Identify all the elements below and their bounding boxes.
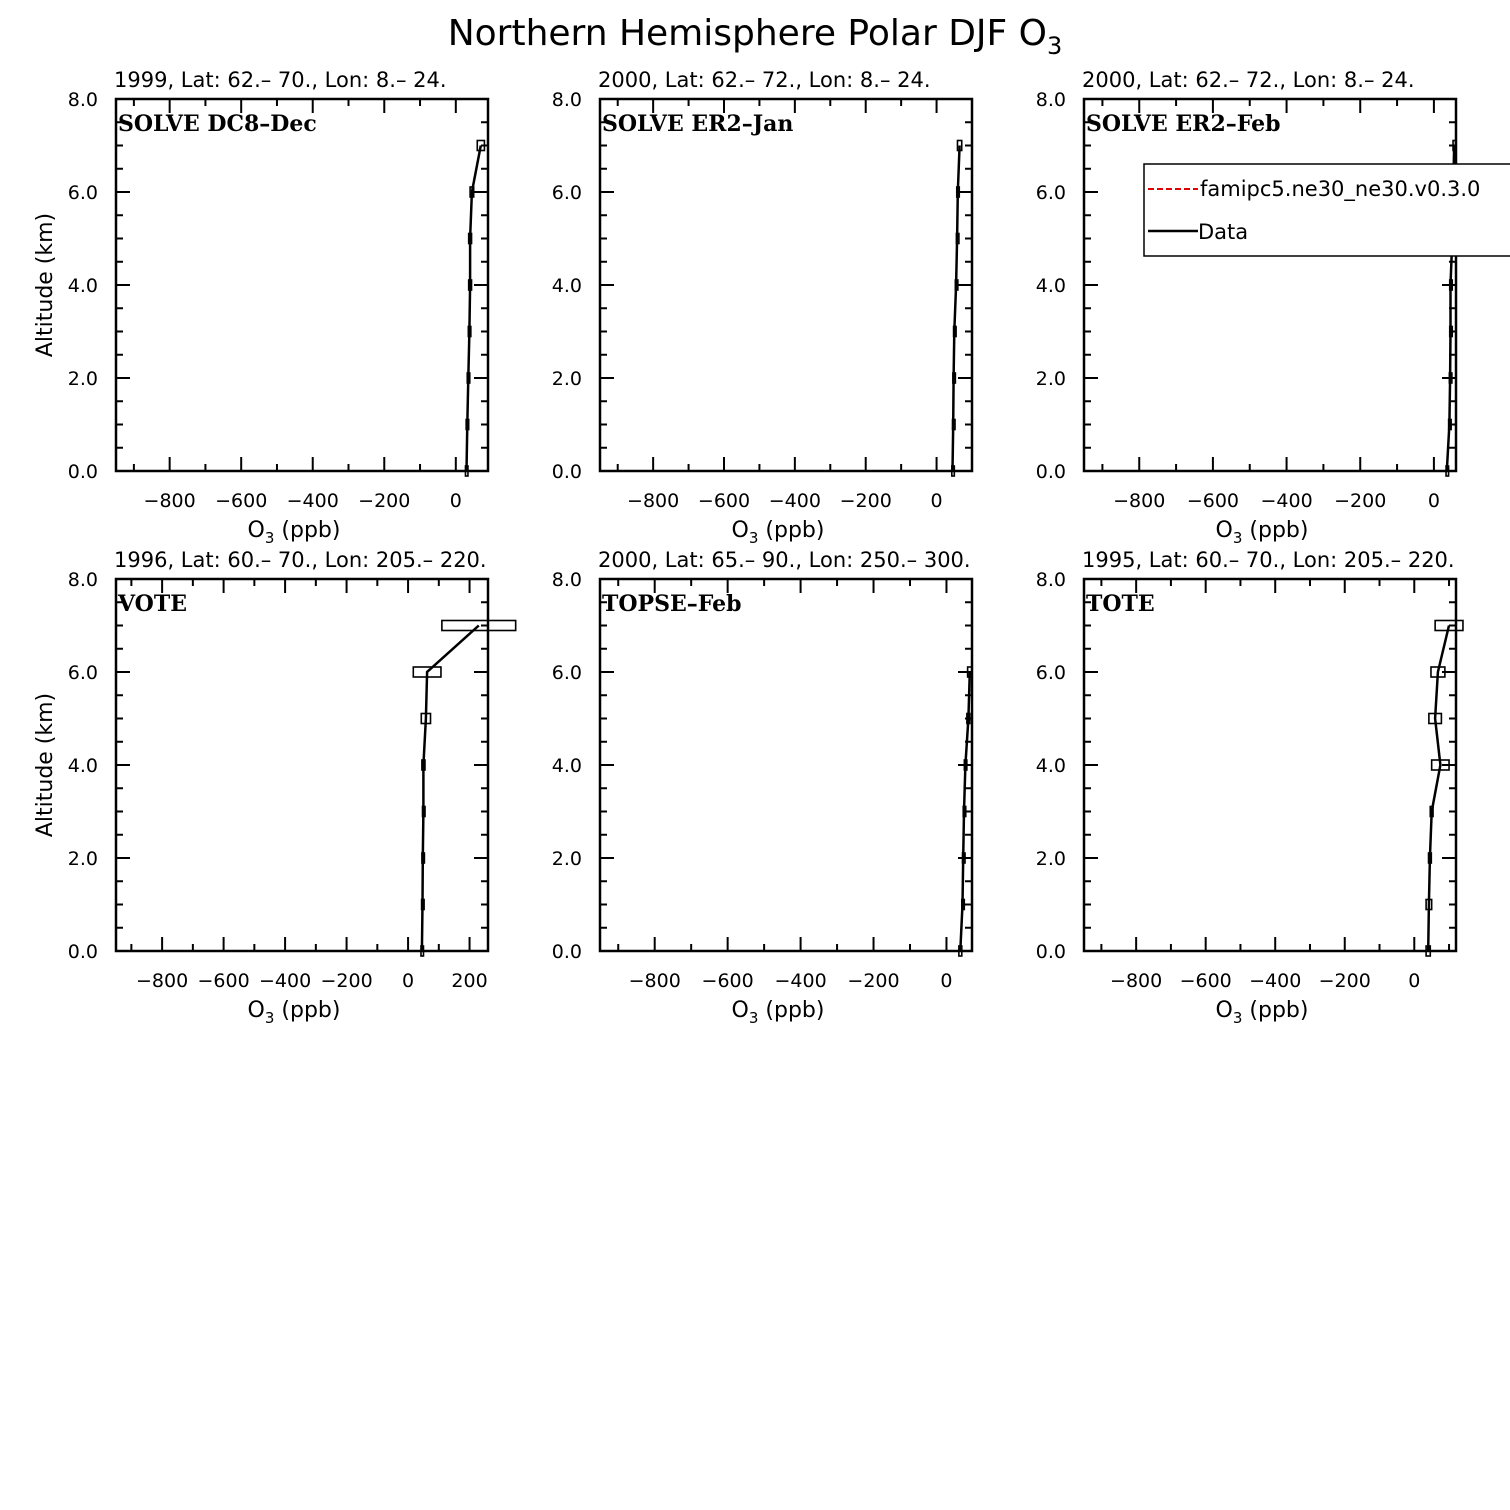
y-tick-label: 4.0 [551, 755, 582, 777]
y-tick-label: 8.0 [67, 89, 98, 111]
data-series-line [422, 626, 479, 952]
x-tick-label: −600 [1179, 970, 1232, 992]
x-tick-label: −600 [215, 490, 268, 512]
x-tick-label: 0 [940, 970, 953, 992]
y-tick-label: 2.0 [1035, 848, 1066, 870]
panel-4 [33, 548, 516, 1027]
panel-3 [1036, 68, 1456, 547]
x-axis-label: $O_3$ (ppb) [731, 518, 825, 547]
x-axis-label: $O_3$ (ppb) [1215, 518, 1309, 547]
y-tick-label: 6.0 [551, 182, 582, 204]
x-tick-label: −200 [847, 970, 900, 992]
x-tick-label: 0 [1427, 490, 1440, 512]
x-axis-label: $O_3$ (ppb) [247, 518, 341, 547]
y-tick-label: 8.0 [1035, 569, 1066, 591]
x-tick-label: 0 [1408, 970, 1421, 992]
x-tick-label: 0 [449, 490, 462, 512]
plot-frame [116, 99, 488, 471]
y-tick-label: 2.0 [67, 848, 98, 870]
y-axis-label: Altitude (km) [33, 212, 58, 358]
x-tick-label: −800 [627, 490, 680, 512]
x-tick-label: −800 [136, 970, 189, 992]
plot-frame [600, 579, 972, 951]
x-tick-label: 0 [930, 490, 943, 512]
x-tick-label: −400 [286, 490, 339, 512]
y-tick-label: 2.0 [551, 368, 582, 390]
y-tick-label: 6.0 [1035, 182, 1066, 204]
panel-annotation: TOTE [1086, 591, 1155, 617]
plot-frame [1084, 99, 1456, 471]
x-tick-label: −600 [1186, 490, 1240, 512]
x-tick-label: −400 [1249, 970, 1302, 992]
x-tick-label: −200 [358, 490, 411, 512]
panel-1 [33, 68, 488, 547]
x-axis-label: $O_3$ (ppb) [1215, 998, 1309, 1027]
x-axis-label: $O_3$ (ppb) [731, 998, 825, 1027]
y-tick-label: 0.0 [1035, 461, 1066, 483]
y-tick-label: 2.0 [67, 368, 98, 390]
x-tick-label: −200 [839, 490, 892, 512]
plot-frame [600, 99, 972, 471]
x-tick-label: −200 [1334, 490, 1387, 512]
panel-title: 1996, Lat: 60.– 70., Lon: 205.– 220. [114, 548, 487, 572]
y-tick-label: 4.0 [1035, 755, 1066, 777]
legend-model-label: famipc5.ne30_ne30.v0.3.0 [1200, 177, 1481, 201]
x-tick-label: −600 [197, 970, 250, 992]
x-tick-label: 200 [451, 970, 488, 992]
x-tick-label: 0 [402, 970, 415, 992]
x-tick-label: −400 [768, 490, 821, 512]
panel-annotation: VOTE [118, 591, 187, 617]
x-tick-label: −400 [774, 970, 827, 992]
y-tick-label: 6.0 [67, 182, 98, 204]
panel-6 [1036, 548, 1463, 1027]
x-tick-label: −200 [1318, 970, 1371, 992]
y-tick-label: 4.0 [67, 275, 98, 297]
y-tick-label: 2.0 [551, 848, 582, 870]
x-axis-label: $O_3$ (ppb) [247, 998, 341, 1027]
x-tick-label: −400 [1260, 490, 1313, 512]
y-tick-label: 8.0 [551, 89, 582, 111]
y-tick-label: 6.0 [67, 662, 98, 684]
y-tick-label: 0.0 [551, 941, 582, 963]
y-tick-label: 2.0 [1035, 368, 1066, 390]
y-tick-label: 6.0 [551, 662, 582, 684]
x-tick-label: −800 [1110, 970, 1163, 992]
x-tick-label: −400 [258, 970, 312, 992]
x-tick-label: −800 [143, 490, 196, 512]
panel-annotation: SOLVE ER2–Feb [1086, 111, 1281, 137]
plot-frame [1084, 579, 1456, 951]
panel-title: 2000, Lat: 62.– 72., Lon: 8.– 24. [598, 68, 931, 92]
panel-annotation: TOPSE–Feb [602, 591, 742, 617]
x-tick-label: −600 [697, 490, 751, 512]
panel-5 [552, 548, 972, 1027]
panel-title: 2000, Lat: 65.– 90., Lon: 250.– 300. [598, 548, 971, 572]
panel-title: 1999, Lat: 62.– 70., Lon: 8.– 24. [114, 68, 447, 92]
legend-data-label: Data [1198, 220, 1249, 244]
x-tick-label: −800 [1113, 490, 1166, 512]
x-tick-label: −800 [628, 970, 681, 992]
y-tick-label: 4.0 [67, 755, 98, 777]
panel-title: 2000, Lat: 62.– 72., Lon: 8.– 24. [1082, 68, 1415, 92]
y-tick-label: 4.0 [551, 275, 582, 297]
y-tick-label: 8.0 [551, 569, 582, 591]
figure-title: Northern Hemisphere Polar DJF $O_3$ [447, 13, 1063, 60]
x-tick-label: −600 [701, 970, 754, 992]
y-tick-label: 8.0 [67, 569, 98, 591]
y-axis-label: Altitude (km) [33, 692, 58, 838]
panel-2 [552, 68, 972, 547]
panel-title: 1995, Lat: 60.– 70., Lon: 205.– 220. [1082, 548, 1455, 572]
y-tick-label: 6.0 [1035, 662, 1066, 684]
y-tick-label: 8.0 [1035, 89, 1066, 111]
panel-annotation: SOLVE ER2–Jan [602, 111, 794, 137]
panel-annotation: SOLVE DC8–Dec [118, 111, 317, 137]
plot-frame [116, 579, 488, 951]
x-tick-label: −200 [320, 970, 373, 992]
y-tick-label: 0.0 [1035, 941, 1066, 963]
y-tick-label: 0.0 [551, 461, 582, 483]
y-tick-label: 4.0 [1035, 275, 1066, 297]
y-tick-label: 0.0 [67, 461, 98, 483]
legend [1144, 164, 1510, 256]
y-tick-label: 0.0 [67, 941, 98, 963]
